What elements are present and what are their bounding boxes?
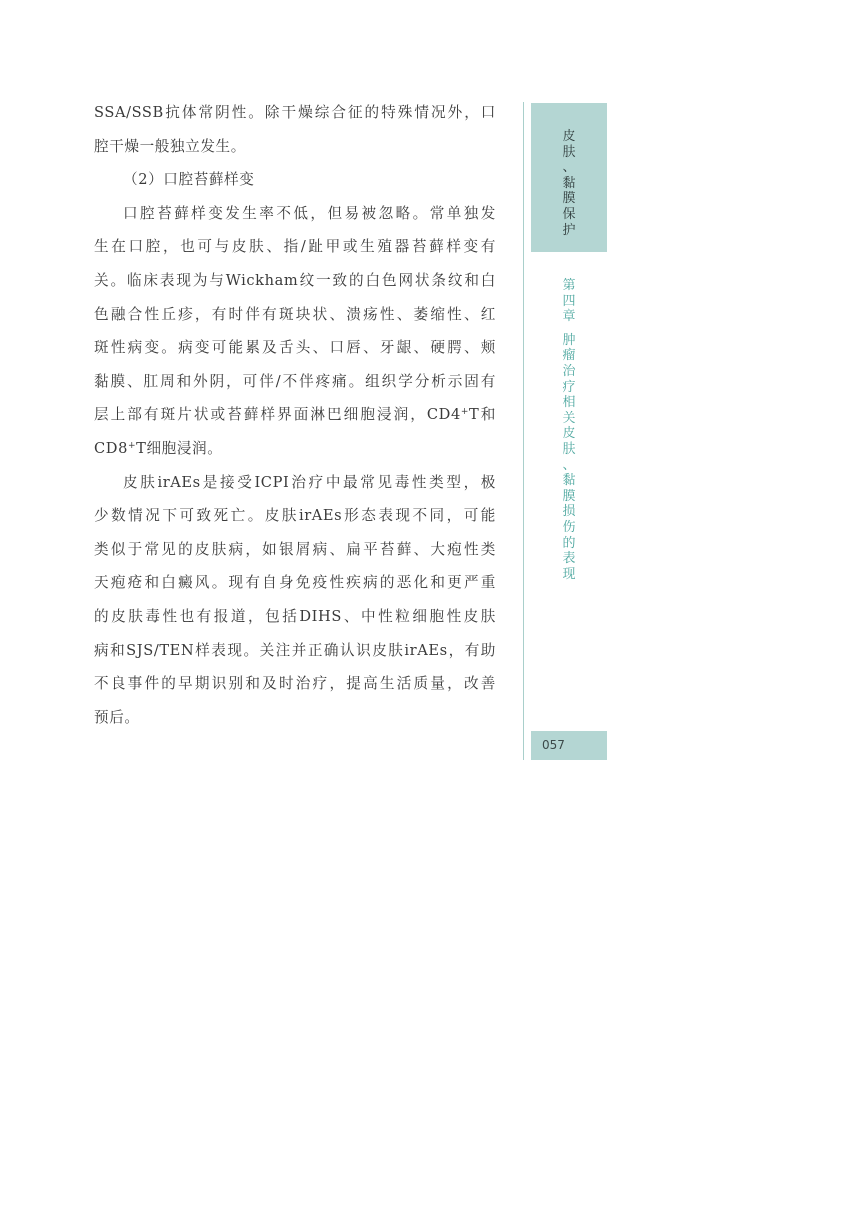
chapter-char: 第 [562,278,576,293]
text-line [94,432,496,466]
text-line: 关。临床表现为与Wickham纹一致的白色网状条纹和白 [94,271,496,289]
section-label-char: 、 [562,160,576,176]
chapter-title [531,278,607,582]
subheading: （2）口腔苔藓样变 [123,171,255,189]
superscript-plus: + [460,407,470,418]
text-line: 不良事件的早期识别和及时治疗，提高生活质量，改善 [94,675,496,693]
text-line: 腔干燥一般独立发生。 [94,137,246,155]
chapter-char: 的 [562,535,576,551]
section-label-char: 护 [562,222,576,238]
section-label-char: 黏 [562,175,576,191]
section-label [531,129,607,238]
text-line [94,398,496,432]
text-line: 的皮肤毒性也有报道，包括DIHS、中性粒细胞性皮肤 [94,607,496,625]
page-number: 057 [531,731,607,760]
text-line: 斑性病变。病变可能累及舌头、口唇、牙龈、硬腭、颊 [94,339,496,357]
margin-rule [523,102,524,760]
chapter-char: 黏 [562,473,576,489]
text-fragment: T和 [469,406,496,424]
section-label-char: 保 [562,206,576,222]
text-fragment: CD8 [94,439,128,457]
section-label-char: 膜 [562,191,576,207]
body-text [94,96,496,734]
section-label-char: 皮 [562,129,576,144]
text-line: 生在口腔，也可与皮肤、指/趾甲或生殖器苔藓样变有 [94,238,496,256]
chapter-char: 皮 [562,426,576,442]
text-fragment: T细胞浸润。 [136,439,223,457]
section-label-char: 肤 [562,144,576,160]
chapter-char: 瘤 [562,348,576,364]
text-line: 黏膜、肛周和外阴，可伴/不伴疼痛。组织学分析示固有 [94,372,496,390]
text-fragment: 层上部有斑片状或苔藓样界面淋巴细胞浸润，CD4 [94,406,461,424]
chapter-char: 表 [562,551,576,567]
chapter-char: 现 [562,566,576,582]
chapter-char: 肿 [562,332,576,348]
text-line: 少数情况下可致死亡。皮肤irAEs形态表现不同，可能 [94,507,496,525]
text-line: 皮肤irAEs是接受ICPI治疗中最常见毒性类型，极 [123,473,496,491]
chapter-char: 章 [562,309,576,325]
chapter-char: 相 [562,395,576,411]
text-line: 类似于常见的皮肤病，如银屑病、扁平苔藓、大疱性类 [94,540,496,558]
section-tab [531,103,607,252]
superscript-plus: + [127,440,137,451]
text-line: 病和SJS/TEN样表现。关注并正确认识皮肤irAEs，有助 [94,641,496,659]
text-line: 预后。 [94,708,140,726]
text-line: 口腔苔藓样变发生率不低，但易被忽略。常单独发 [123,204,496,222]
chapter-char: 、 [562,457,576,473]
chapter-char: 伤 [562,519,576,535]
chapter-char: 疗 [562,379,576,395]
chapter-char: 损 [562,504,576,520]
chapter-char: 肤 [562,441,576,457]
chapter-char: 治 [562,363,576,379]
text-line: 天疱疮和白癜风。现有自身免疫性疾病的恶化和更严重 [94,574,496,592]
chapter-char: 关 [562,410,576,426]
chapter-char: 膜 [562,488,576,504]
text-line: SSA/SSB抗体常阴性。除干燥综合征的特殊情况外，口 [94,104,496,121]
text-line: 色融合性丘疹，有时伴有斑块状、溃疡性、萎缩性、红 [94,305,496,323]
chapter-char: 四 [562,293,576,309]
